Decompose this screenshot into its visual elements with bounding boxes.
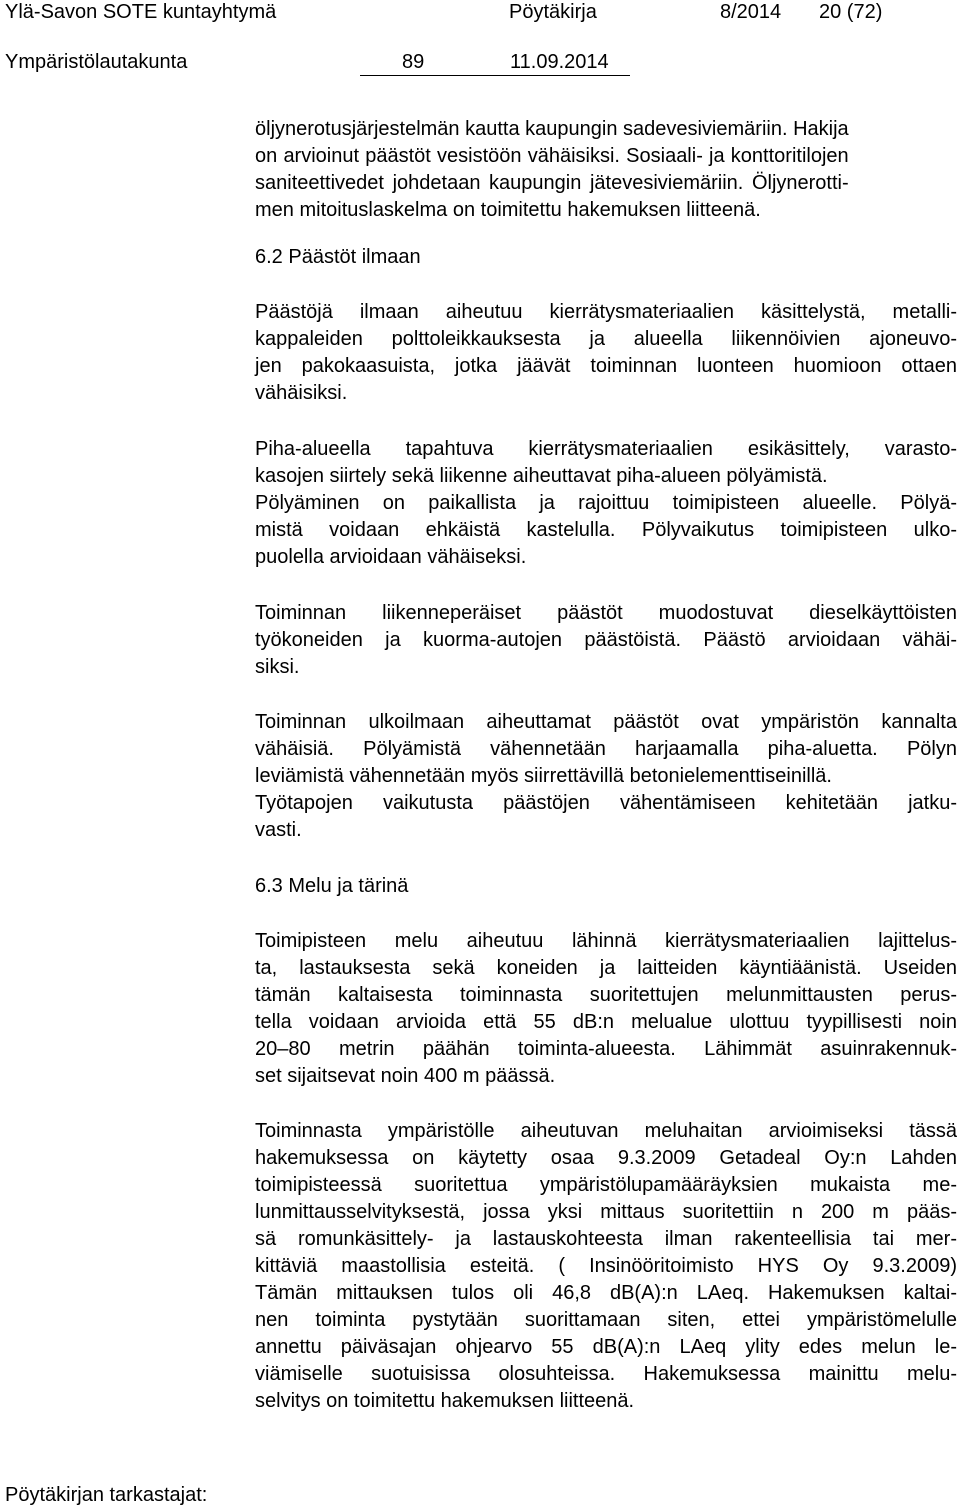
paragraph-oil-separation bbox=[255, 116, 849, 224]
text-line: siksi. bbox=[255, 656, 300, 678]
text-line: kittäviä maastollisia esteitä. ( Insinööritoimisto HYS Oy 9.3.2009) bbox=[255, 1255, 957, 1277]
text-line: vähäisiä. Pölyämistä vähennetään harjaamalla piha-aluetta. Pölyn bbox=[255, 738, 957, 760]
text-line: Pölyäminen on paikallista ja rajoittuu toimipisteen alueelle. Pölyä- bbox=[255, 492, 957, 514]
text-line: saniteettivedet johdetaan kaupungin jätevesiviemäriin. Öljynerotti- bbox=[255, 172, 849, 194]
text-line: tella voidaan arvioida että 55 dB:n melualue ulottuu tyypillisesti noin bbox=[255, 1011, 957, 1033]
text-line: Piha-alueella tapahtuva kierrätysmateriaalien esikäsittely, varasto- bbox=[255, 438, 957, 460]
text-line: mistä voidaan ehkäistä kastelulla. Pölyvaikutus toimipisteen ulko- bbox=[255, 519, 957, 541]
text-line: puolella arvioidaan vähäiseksi. bbox=[255, 546, 527, 568]
organization-name: Ylä-Savon SOTE kuntayhtymä bbox=[5, 1, 277, 23]
document-type: Pöytäkirja bbox=[509, 1, 597, 23]
heading-6-3: 6.3 Melu ja tärinä bbox=[255, 875, 409, 897]
meeting-date: 11.09.2014 bbox=[510, 51, 609, 73]
document-number: 8/2014 bbox=[720, 1, 782, 23]
paragraph-air-emissions bbox=[255, 299, 957, 407]
text-line: sä romunkäsittely- ja lastauskohteesta ilman rakenteellisia tai mer- bbox=[255, 1228, 957, 1250]
text-line: vähäisiksi. bbox=[255, 382, 348, 404]
text-line: on arvioinut päästöt vesistöön vähäisiksi. Sosiaali- ja konttoritilojen bbox=[255, 145, 849, 167]
paragraph-yard-dust bbox=[255, 436, 957, 571]
text-line: kasojen siirtely sekä liikenne aiheuttavat piha-alueen pölyämistä. bbox=[255, 465, 828, 487]
footer-reviewers-label: Pöytäkirjan tarkastajat: bbox=[5, 1484, 208, 1506]
text-line: Toiminnan liikenneperäiset päästöt muodostuvat dieselkäyttöisten bbox=[255, 602, 957, 624]
text-line: viämiselle suotuisissa olosuhteissa. Hakemuksessa mainittu melu- bbox=[255, 1363, 957, 1385]
text-line: lunmittausselvityksestä, jossa yksi mittaus suoritettiin n 200 m pääs- bbox=[255, 1201, 957, 1223]
page-number: 20 (72) bbox=[819, 1, 883, 23]
text-line: kappaleiden polttoleikkauksesta ja alueella liikennöivien ajoneuvo- bbox=[255, 328, 957, 350]
paragraph-noise-measurement bbox=[255, 1118, 957, 1415]
text-line: nen toiminta pystytään suorittamaan siten, ettei ympäristömelulle bbox=[255, 1309, 957, 1331]
text-line: tämän kaltaisesta toiminnasta suoritettujen melunmittausten perus- bbox=[255, 984, 957, 1006]
text-line: Toiminnan ulkoilmaan aiheuttamat päästöt ovat ympäristön kannalta bbox=[255, 711, 957, 733]
text-line: annettu päiväsajan ohjearvo 55 dB(A):n LAeq ylity edes melun le- bbox=[255, 1336, 957, 1358]
section-underline bbox=[360, 75, 630, 76]
text-line: hakemuksessa on käytetty osaa 9.3.2009 Getadeal Oy:n Lahden bbox=[255, 1147, 957, 1169]
paragraph-noise-sources bbox=[255, 928, 957, 1090]
text-line: Toiminnasta ympäristölle aiheutuvan meluhaitan arvioimiseksi tässä bbox=[255, 1120, 957, 1142]
text-line: selvitys on toimitettu hakemuksen liitteenä. bbox=[255, 1390, 635, 1412]
text-line: vasti. bbox=[255, 819, 302, 841]
text-line: jen pakokaasuista, jotka jäävät toiminnan luonteen huomioon ottaen bbox=[255, 355, 957, 377]
text-line: set sijaitsevat noin 400 m päässä. bbox=[255, 1065, 556, 1087]
board-name: Ympäristölautakunta bbox=[5, 51, 188, 73]
text-line: leviämistä vähennetään myös siirrettävillä betonielementtiseinillä. bbox=[255, 765, 832, 787]
text-line: Toimipisteen melu aiheutuu lähinnä kierrätysmateriaalien lajittelus- bbox=[255, 930, 957, 952]
text-line: 20–80 metrin päähän toiminta-alueesta. Lähimmät asuinrakennuk- bbox=[255, 1038, 957, 1060]
text-line: men mitoituslaskelma on toimitettu hakemuksen liitteenä. bbox=[255, 199, 761, 221]
paragraph-traffic-emissions bbox=[255, 600, 957, 681]
text-line: Tämän mittauksen tulos oli 46,8 dB(A):n LAeq. Hakemuksen kaltai- bbox=[255, 1282, 957, 1304]
text-line: työkoneiden ja kuorma-autojen päästöistä. Päästö arvioidaan vähäi- bbox=[255, 629, 957, 651]
text-line: ta, lastauksesta sekä koneiden ja laitteiden käyntiäänistä. Useiden bbox=[255, 957, 957, 979]
text-line: Työtapojen vaikutusta päästöjen vähentämiseen kehitetään jatku- bbox=[255, 792, 957, 814]
text-line: Päästöjä ilmaan aiheutuu kierrätysmateriaalien käsittelystä, metalli- bbox=[255, 301, 957, 323]
paragraph-outdoor-emissions bbox=[255, 709, 957, 844]
heading-6-2: 6.2 Päästöt ilmaan bbox=[255, 246, 421, 268]
section-number: 89 bbox=[402, 51, 425, 73]
text-line: öljynerotusjärjestelmän kautta kaupungin sadevesiviemäriin. Hakija bbox=[255, 118, 849, 140]
text-line: toimipisteessä suoritettua ympäristölupamääräyksien mukaista me- bbox=[255, 1174, 957, 1196]
